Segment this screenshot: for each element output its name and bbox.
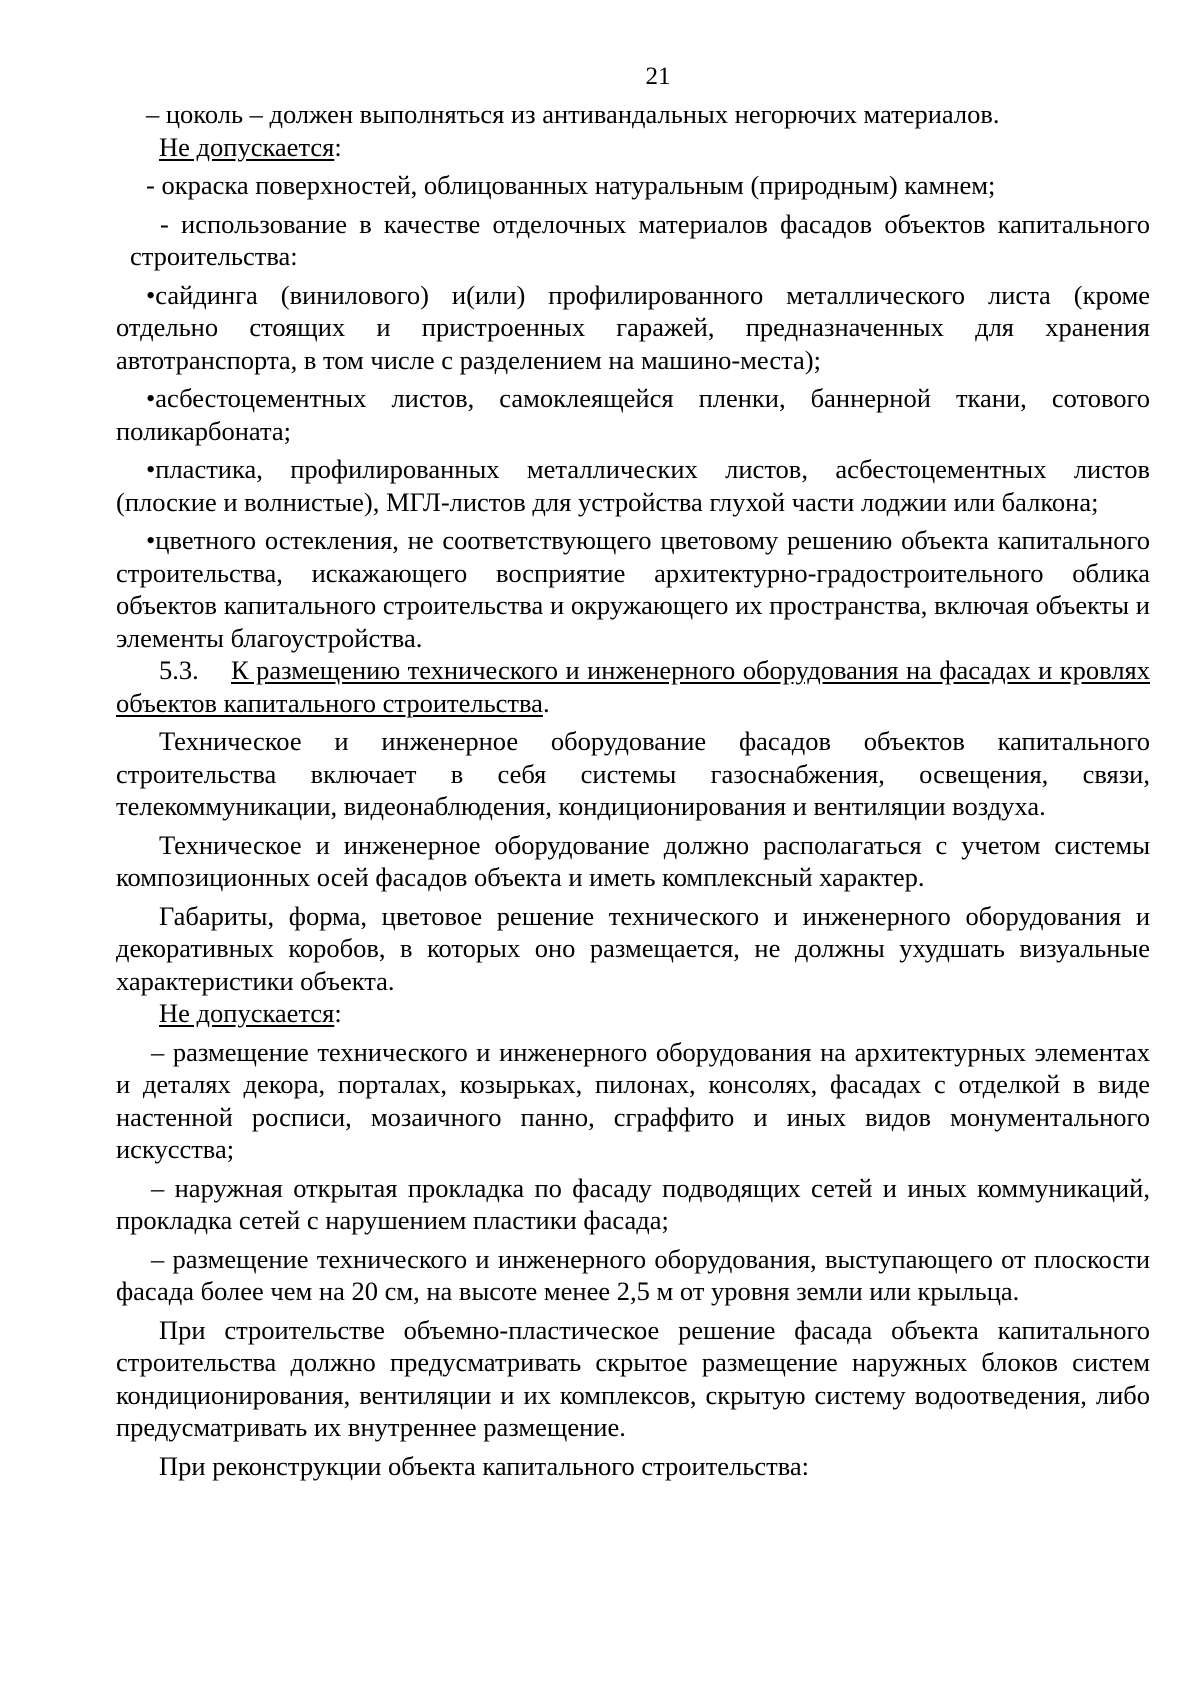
not-allowed-heading: Не допускается (159, 998, 335, 1028)
paragraph-construction: При строительстве объемно-пластическое решение фасада объекта капитального строительства должно предусматривать скрытое размещение наружных блоков систем кондиционирования, вентиляции и их комплексов, скрытую систему водоотведения, либо предусматривать их внутреннее размещение. (116, 1314, 1150, 1442)
dash-item-open-laying: – наружная открытая прокладка по фасаду подводящих сетей и иных коммуникаций, прокладка сетей с нарушением пластики фасада; (116, 1172, 1150, 1235)
paragraph-not-allowed-2: Не допускается: (159, 998, 342, 1028)
bullet-plastic: •пластика, профилированных металлических листов, асбестоцементных листов (плоские и волнистые), МГЛ-листов для устройства глухой части лоджии или балкона; (116, 454, 1150, 517)
paragraph-equipment-placement: Техническое и инженерное оборудование должно располагаться с учетом системы композиционных осей фасадов объекта и иметь комплексный характер. (116, 829, 1150, 892)
paragraph-equipment-includes: Техническое и инженерное оборудование фасадов объектов капитального строительства включает в себя системы газоснабжения, освещения, связи, телекоммуникации, видеонаблюдения, кондиционирования и вентиляции воздуха. (116, 726, 1150, 821)
document-page (116, 62, 1150, 1482)
paragraph-reconstruction: При реконструкции объекта капитального строительства: (159, 1450, 809, 1481)
page-number: 21 (645, 63, 671, 90)
dash-item-decor: – размещение технического и инженерного оборудования на архитектурных элементах и деталях декора, порталах, козырьках, пилонах, консолях, фасадах с отделкой в виде настенной росписи, мозаичного панно, сграффито и иных видов монументального искусства; (116, 1036, 1150, 1164)
paragraph-painting: - окраска поверхностей, облицованных натуральным (природным) камнем; (146, 170, 996, 200)
bullet-siding: •сайдинга (винилового) и(или) профилированного металлического листа (кроме отдельно стоящих и пристроенных гаражей, предназначенных для хранения автотранспорта, в том числе с разделением на машино-места); (116, 279, 1150, 375)
paragraph-plinth: – цоколь – должен выполняться из антивандальных негорючих материалов. (146, 99, 1000, 129)
section-number: 5.3. (159, 655, 199, 685)
bullet-asbestos: •асбестоцементных листов, самоклеящейся пленки, баннерной ткани, сотового поликарбоната; (116, 383, 1150, 446)
not-allowed-heading: Не допускается (159, 131, 335, 162)
section-title: К размещению технического и инженерного оборудования на фасадах и кровлях объектов капитального строительства (116, 655, 1150, 718)
paragraph-not-allowed-1: Не допускается: (159, 131, 342, 162)
dash-item-protruding: – размещение технического и инженерного оборудования, выступающего от плоскости фасада более чем на 20 см, на высоте менее 2,5 м от уровня земли или крыльца. (116, 1243, 1150, 1306)
paragraph-dimensions: Габариты, форма, цветовое решение технического и инженерного оборудования и декоративных коробов, в которых оно размещается, не должны ухудшать визуальные характеристики объекта. (116, 900, 1150, 996)
section-heading-5-3: 5.3. К размещению технического и инженерного оборудования на фасадах и кровлях объектов капитального строительства. (116, 655, 1150, 718)
paragraph-finishing-materials: - использование в качестве отделочных материалов фасадов объектов капитального строительства: (130, 208, 1150, 271)
bullet-colored-glazing: •цветного остекления, не соответствующего цветовому решению объекта капитального строительства, искажающего восприятие архитектурно-градостроительного облика объектов капитального строительства и окружающего их пространства, включая объекты и элементы благоустройства. (116, 525, 1150, 653)
